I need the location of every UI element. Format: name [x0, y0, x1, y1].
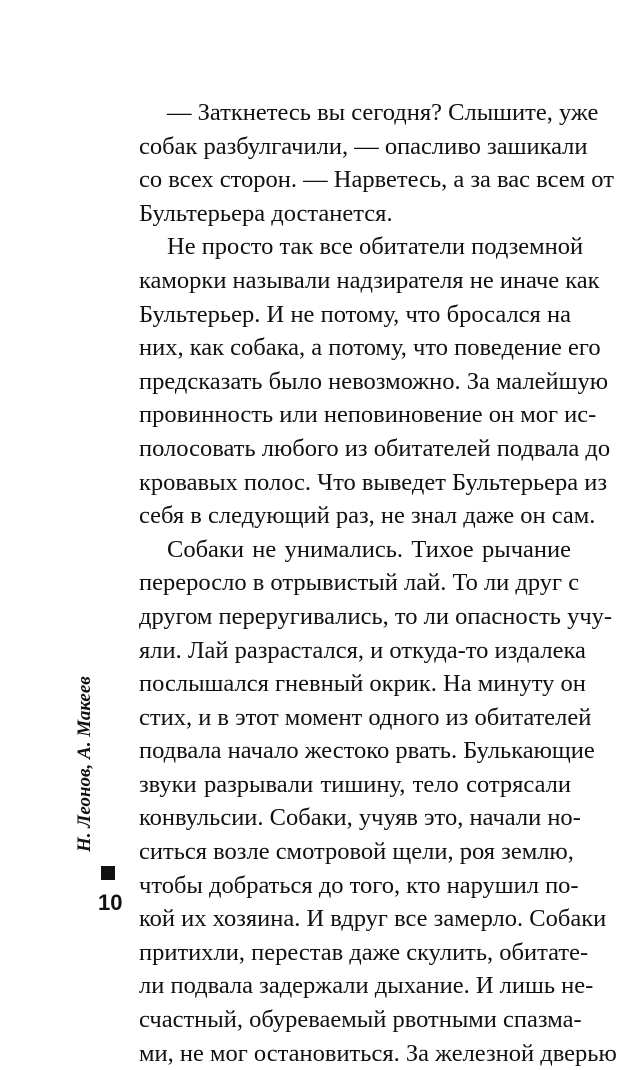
text-line: ли подвала задержали дыхание. И лишь не- [139, 972, 594, 1000]
text-line: них, как собака, а потому, что поведение его [139, 334, 601, 362]
text-line: со всех сторон. — Нарветесь, а за вас всем от [139, 166, 614, 194]
text-line: послышался гневный окрик. На минуту он [139, 670, 586, 698]
text-line: Собаки не унимались. Тихое рычание [167, 535, 571, 563]
text-line: ситься возле смотровой щели, роя землю, [139, 838, 574, 866]
text-line: Не просто так все обитатели подземной [167, 233, 584, 261]
body-text [139, 96, 617, 1070]
text-line: каморки называли надзирателя не иначе как [139, 266, 600, 294]
text-line: собак разбулгачили, — опасливо зашикали [139, 132, 588, 160]
text-line: другом переругивались, то ли опасность учу- [139, 602, 613, 630]
text-line: — Заткнетесь вы сегодня? Слышите, уже [167, 99, 599, 126]
text-line: чтобы добраться до того, кто нарушил по- [139, 871, 579, 899]
running-head-authors: Н. Леонов, А. Макеев [74, 676, 95, 852]
text-line: яли. Лай разрастался, и откуда-то издалека [139, 636, 586, 664]
text-line: переросло в отрывистый лай. То ли друг с [139, 569, 580, 597]
text-line: кровавых полос. Что выведет Бультерьера из [139, 468, 608, 496]
text-line: провинность или неповиновение он мог ис- [139, 401, 597, 429]
text-line: счастный, обуреваемый рвотными спазма- [139, 1006, 582, 1034]
page-number: 10 [98, 890, 123, 915]
text-line: предсказать было невозможно. За малейшую [139, 367, 609, 395]
text-line: подвала начало жестоко рвать. Булькающие [139, 737, 595, 765]
running-head-marker [101, 866, 115, 880]
text-line: звуки разрывали тишину, тело сотрясали [139, 770, 571, 798]
text-line: притихли, перестав даже скулить, обитате- [139, 938, 589, 966]
text-line: ми, не мог остановиться. За железной дверью [139, 1039, 617, 1067]
text-line: стих, и в этот момент одного из обитателей [139, 703, 592, 731]
text-line: конвульсии. Собаки, учуяв это, начали но- [139, 804, 581, 832]
text-line: себя в следующий раз, не знал даже он сам. [139, 502, 596, 530]
text-line: полосовать любого из обитателей подвала до [139, 434, 611, 462]
text-line: Бультерьера достанется. [139, 199, 393, 227]
text-line: Бультерьер. И не потому, что бросался на [139, 300, 571, 328]
text-line: кой их хозяина. И вдруг все замерло. Собаки [139, 905, 607, 933]
